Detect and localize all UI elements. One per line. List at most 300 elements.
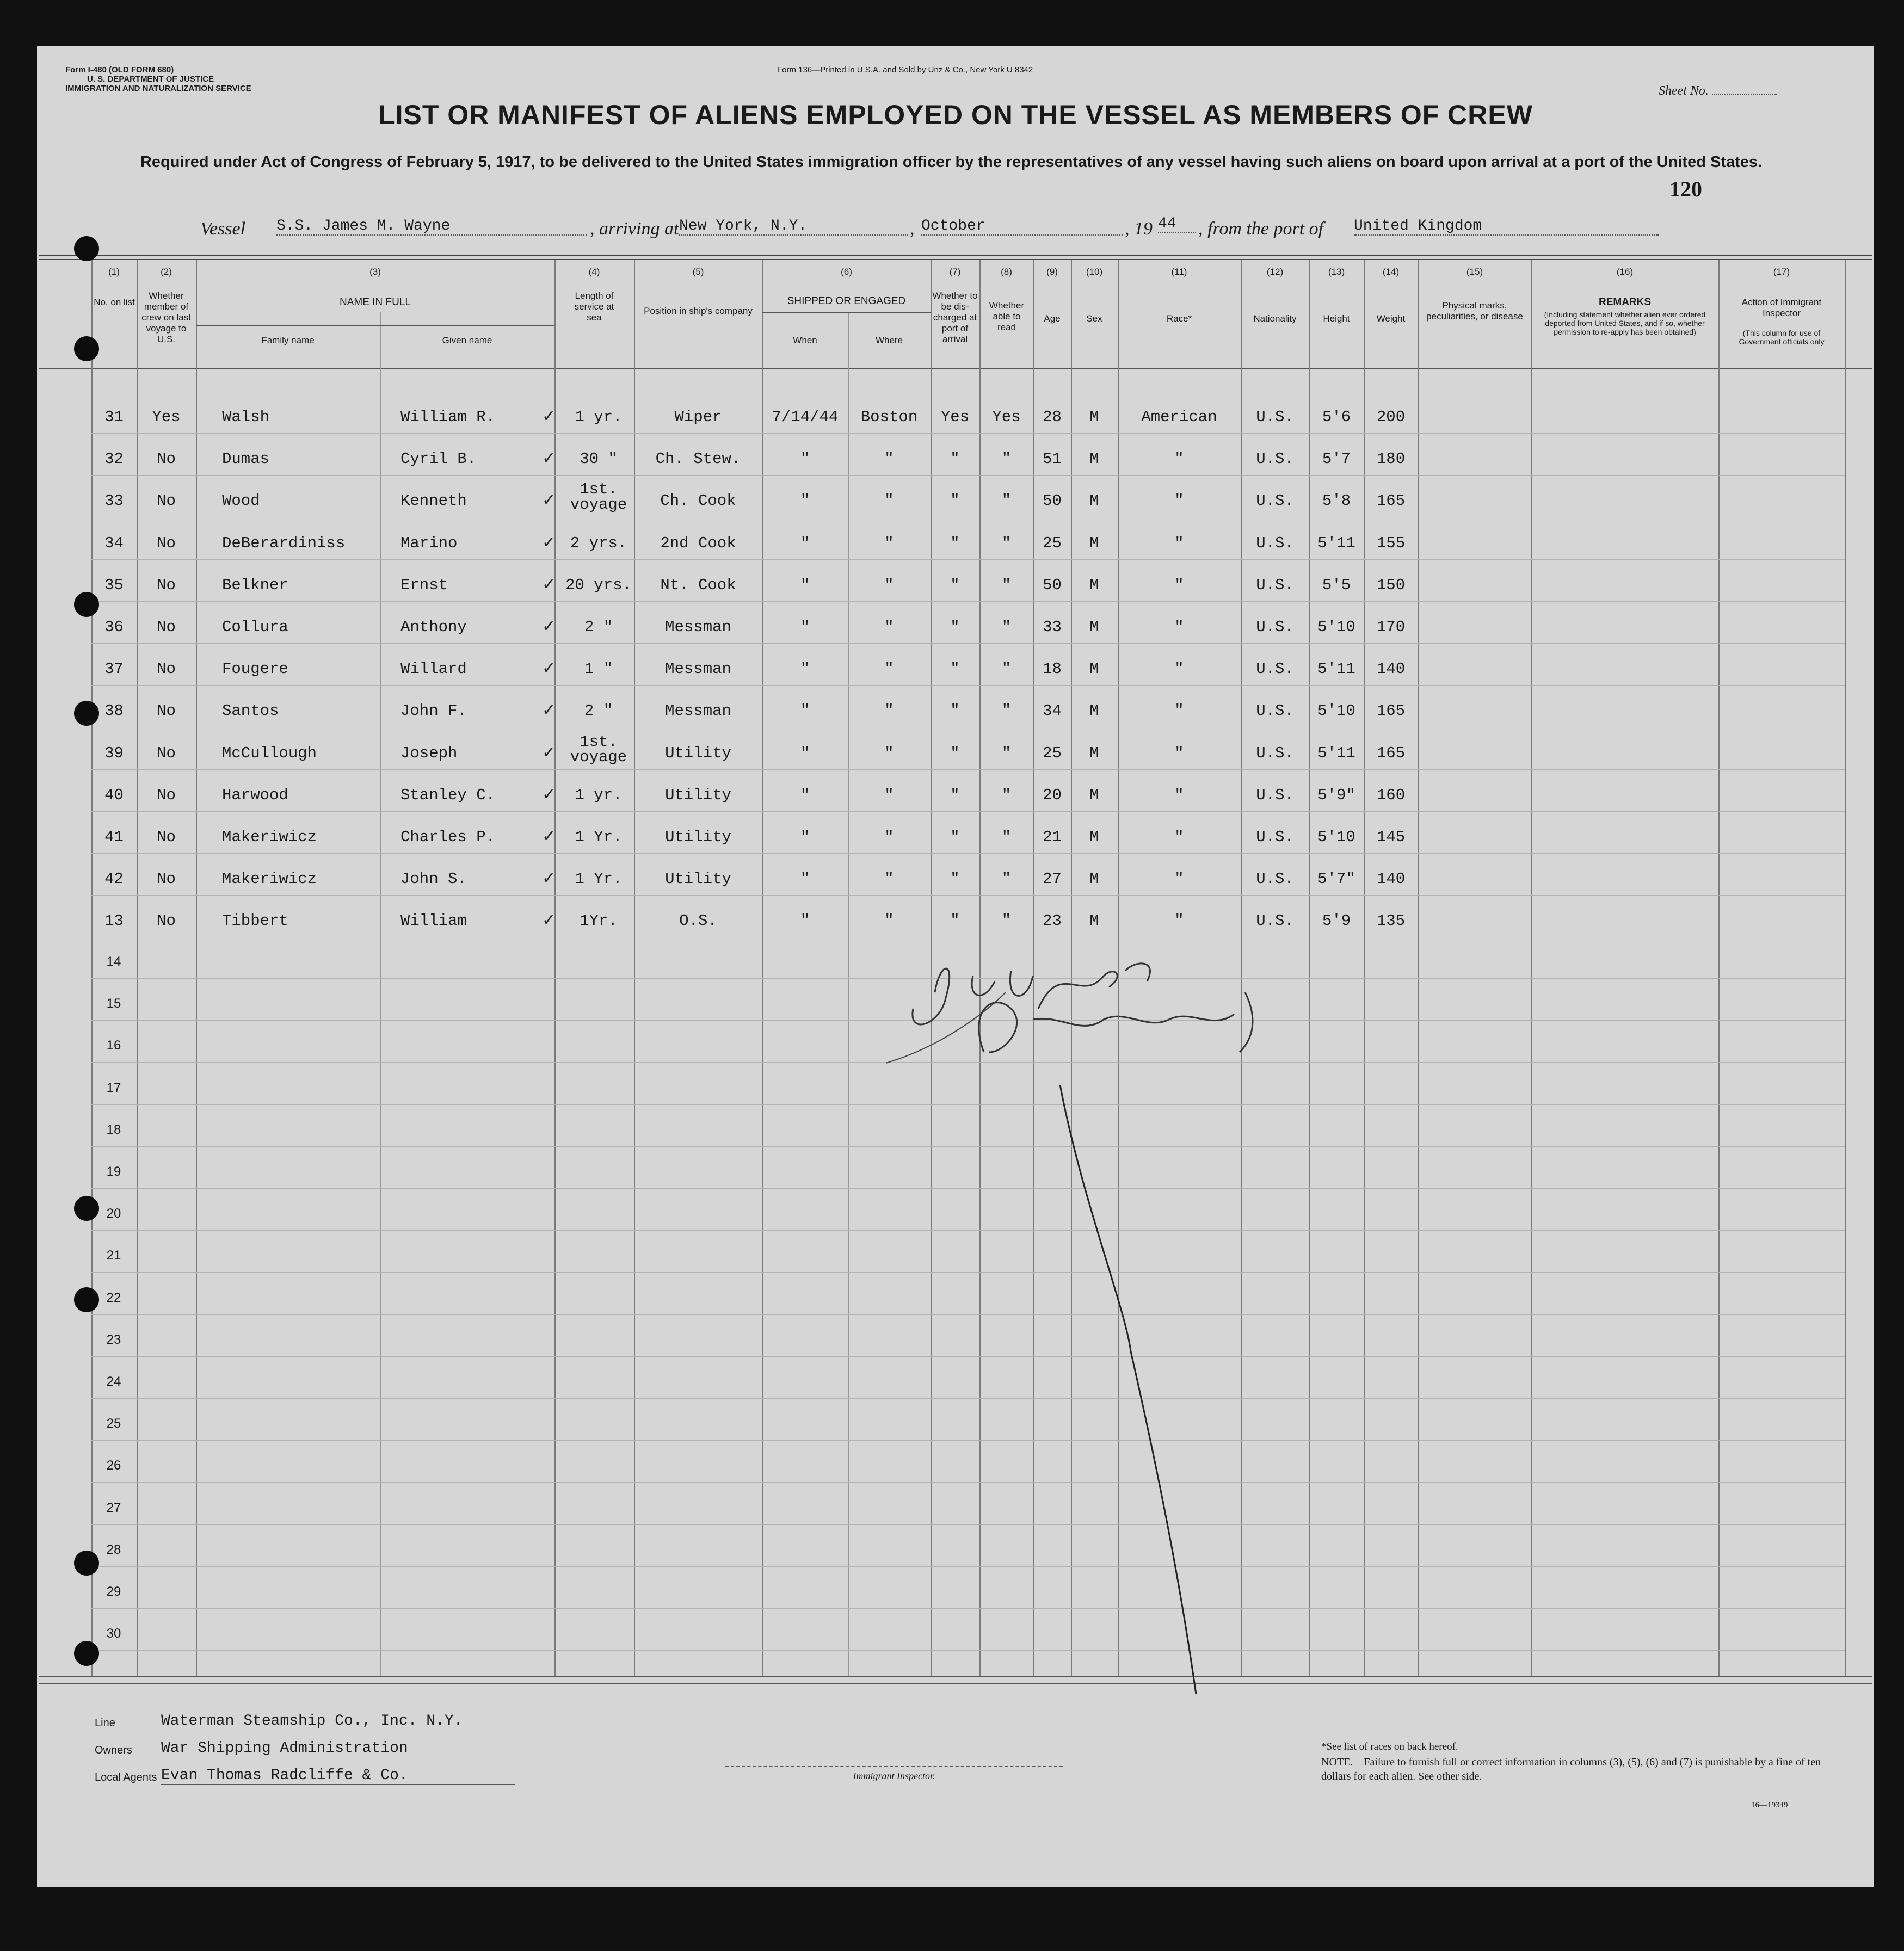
where-cell: " (884, 450, 894, 468)
prev-voyage-cell: No (157, 450, 176, 468)
col-header-nationality: Nationality (1253, 313, 1297, 324)
col-sep (1418, 260, 1419, 1676)
position-cell: Messman (665, 660, 731, 678)
weight-cell: 155 (1376, 534, 1406, 552)
departure-port: United Kingdom (1354, 218, 1659, 236)
punch-hole (74, 1287, 99, 1312)
nationality-cell: U.S. (1256, 744, 1294, 762)
when-cell: " (800, 492, 810, 510)
inspector-signature (777, 927, 1376, 1721)
empty-row-number: 21 (106, 1248, 121, 1263)
age-cell: 18 (1043, 660, 1062, 678)
service-cell: 1Yr. (580, 912, 618, 930)
col-num-3: (3) (369, 267, 381, 277)
arrival-year: 44 (1158, 215, 1196, 233)
sex-cell: M (1089, 408, 1099, 426)
punch-hole (74, 1551, 99, 1576)
when-cell: 7/14/44 (772, 408, 839, 426)
height-cell: 5'5 (1322, 576, 1351, 594)
empty-row-number: 18 (106, 1122, 121, 1137)
row-number: 35 (104, 576, 124, 594)
row-number: 42 (104, 870, 124, 888)
weight-cell: 180 (1376, 450, 1406, 468)
footer-line-value: Waterman Steamship Co., Inc. N.Y. (161, 1713, 498, 1730)
prev-voyage-cell: No (157, 744, 176, 762)
col-sep (1718, 260, 1720, 1676)
weight-cell: 200 (1376, 408, 1406, 426)
form-id-line3: IMMIGRATION AND NATURALIZATION SERVICE (65, 84, 251, 93)
check-mark-icon: ✓ (543, 869, 554, 890)
row-rule (91, 769, 1845, 770)
sex-cell: M (1089, 618, 1099, 636)
col-num-15: (15) (1466, 267, 1483, 277)
race-cell: " (1174, 534, 1184, 552)
sex-cell: M (1089, 828, 1099, 846)
col-header-family: Family name (261, 335, 315, 345)
shipped-sub-rule (762, 312, 931, 313)
comma-sep: , (910, 219, 915, 239)
row-rule (91, 601, 1845, 602)
name-sub-rule (196, 325, 554, 326)
prev-voyage-cell: Yes (152, 408, 181, 426)
table-top-rule (39, 255, 1872, 256)
age-cell: 25 (1043, 744, 1062, 762)
race-cell: " (1174, 660, 1184, 678)
col-num-14: (14) (1382, 267, 1400, 277)
nationality-cell: U.S. (1256, 786, 1294, 804)
when-cell: " (800, 576, 810, 594)
sheet-number (1659, 84, 1777, 98)
discharged-cell: " (950, 576, 960, 594)
check-mark-icon: ✓ (543, 407, 554, 428)
service-cell: 2 " (584, 702, 613, 720)
punch-hole (74, 1196, 99, 1221)
nationality-cell: U.S. (1256, 534, 1294, 552)
read-cell: " (1001, 912, 1012, 930)
race-cell: " (1174, 450, 1184, 468)
empty-row-number: 14 (106, 954, 121, 969)
read-cell: " (1001, 786, 1012, 804)
check-mark-icon: ✓ (543, 575, 554, 596)
footer-agents-value: Evan Thomas Radcliffe & Co. (161, 1767, 515, 1785)
prev-voyage-cell: No (157, 786, 176, 804)
read-cell: " (1001, 744, 1012, 762)
col-header-prev-voyage: Whether member of crew on last voyage to U.S. (141, 291, 191, 344)
weight-cell: 140 (1376, 870, 1406, 888)
discharged-cell: " (950, 828, 960, 846)
given-name-cell: William (400, 912, 467, 930)
read-cell: " (1001, 492, 1012, 510)
given-name-cell: Charles P. (400, 828, 496, 846)
age-cell: 21 (1043, 828, 1062, 846)
prev-voyage-cell: No (157, 660, 176, 678)
where-cell: " (884, 786, 894, 804)
col-num-11: (11) (1171, 267, 1187, 277)
footer-agents-label: Local Agents (95, 1771, 157, 1783)
nationality-cell: U.S. (1256, 450, 1294, 468)
table-top-rule-2 (39, 259, 1872, 260)
empty-row-number: 24 (106, 1374, 121, 1389)
read-cell: " (1001, 660, 1012, 678)
height-cell: 5'11 (1317, 744, 1355, 762)
check-mark-icon: ✓ (543, 533, 554, 554)
col-header-action-body: (This column for use of Government officials only (1739, 329, 1825, 346)
discharged-cell: " (950, 786, 960, 804)
family-name-cell: Dumas (222, 450, 270, 468)
vessel-label: Vessel (200, 219, 246, 239)
sex-cell: M (1089, 492, 1099, 510)
col-num-16: (16) (1616, 267, 1634, 277)
col-num-12: (12) (1266, 267, 1284, 277)
height-cell: 5'11 (1317, 534, 1355, 552)
where-cell: Boston (860, 408, 918, 426)
row-rule (91, 559, 1845, 560)
check-mark-icon: ✓ (543, 701, 554, 722)
race-cell: " (1174, 828, 1184, 846)
where-cell: " (884, 828, 894, 846)
col-header-shipped: SHIPPED OR ENGAGED (787, 295, 906, 307)
empty-row-number: 16 (106, 1038, 121, 1053)
nationality-cell: U.S. (1256, 576, 1294, 594)
read-cell: " (1001, 702, 1012, 720)
col-header-when: When (793, 335, 817, 345)
family-name-cell: Santos (222, 702, 279, 720)
age-cell: 25 (1043, 534, 1062, 552)
page-title: LIST OR MANIFEST OF ALIENS EMPLOYED ON THE VESSEL AS MEMBERS OF CREW (378, 100, 1533, 130)
sex-cell: M (1089, 576, 1099, 594)
service-cell: 2 yrs. (570, 534, 627, 552)
service-cell: 1st. voyage (570, 732, 627, 766)
col-header-height: Height (1323, 313, 1350, 324)
col-num-5: (5) (692, 267, 704, 277)
read-cell: " (1001, 618, 1012, 636)
col-num-9: (9) (1046, 267, 1058, 277)
empty-row-number: 20 (106, 1206, 121, 1221)
discharged-cell: " (950, 912, 960, 930)
check-mark-icon: ✓ (543, 491, 554, 512)
col-sep (554, 260, 556, 1676)
col-header-age: Age (1044, 313, 1061, 324)
race-cell: " (1174, 786, 1184, 804)
position-cell: Messman (665, 618, 731, 636)
given-name-cell: William R. (400, 408, 496, 426)
age-cell: 23 (1043, 912, 1062, 930)
weight-cell: 150 (1376, 576, 1406, 594)
discharged-cell: " (950, 702, 960, 720)
where-cell: " (884, 912, 894, 930)
weight-cell: 140 (1376, 660, 1406, 678)
when-cell: " (800, 702, 810, 720)
given-name-cell: Willard (400, 660, 467, 678)
family-name-cell: Belkner (222, 576, 288, 594)
given-name-cell: John F. (400, 702, 467, 720)
col-header-discharged: Whether to be dis-charged at port of arrival (932, 291, 978, 344)
col-num-17: (17) (1773, 267, 1790, 277)
sex-cell: M (1089, 870, 1099, 888)
height-cell: 5'9 (1322, 912, 1351, 930)
family-name-cell: DeBerardiniss (222, 534, 346, 552)
empty-row-number: 26 (106, 1458, 121, 1473)
weight-cell: 145 (1376, 828, 1406, 846)
prev-voyage-cell: No (157, 492, 176, 510)
col-header-remarks: REMARKS (1598, 297, 1652, 308)
year-prefix: , 19 (1125, 219, 1153, 239)
nationality-cell: U.S. (1256, 828, 1294, 846)
nationality-cell: U.S. (1256, 660, 1294, 678)
empty-row-number: 29 (106, 1584, 121, 1599)
height-cell: 5'8 (1322, 492, 1351, 510)
row-rule (91, 811, 1845, 812)
row-rule (91, 853, 1845, 854)
punch-hole (74, 701, 99, 726)
service-cell: 1st. voyage (570, 480, 627, 514)
col-header-sex: Sex (1086, 313, 1102, 324)
prev-voyage-cell: No (157, 912, 176, 930)
discharged-cell: " (950, 534, 960, 552)
height-cell: 5'9" (1317, 786, 1355, 804)
when-cell: " (800, 828, 810, 846)
service-cell: 1 Yr. (575, 828, 623, 846)
punch-hole (74, 1641, 99, 1666)
prev-voyage-cell: No (157, 828, 176, 846)
family-name-cell: Fougere (222, 660, 288, 678)
where-cell: " (884, 660, 894, 678)
discharged-cell: " (950, 660, 960, 678)
read-cell: " (1001, 534, 1012, 552)
service-cell: 1 Yr. (575, 870, 623, 888)
discharged-cell: " (950, 870, 960, 888)
given-name-cell: Anthony (400, 618, 467, 636)
col-header-race: Race* (1166, 313, 1192, 324)
row-number: 39 (104, 744, 124, 762)
footer-line-label: Line (95, 1717, 115, 1729)
row-number: 34 (104, 534, 124, 552)
age-cell: 34 (1043, 702, 1062, 720)
read-cell: Yes (992, 408, 1021, 426)
col-sep (1845, 260, 1846, 1676)
form-id-line2: U. S. DEPARTMENT OF JUSTICE (87, 75, 214, 84)
nationality-cell: U.S. (1256, 870, 1294, 888)
family-name-cell: Walsh (222, 408, 270, 426)
check-mark-icon: ✓ (543, 659, 554, 680)
discharged-cell: " (950, 450, 960, 468)
printer-note: Form 136—Printed in U.S.A. and Sold by Unz & Co., New York U 8342 (777, 65, 1033, 75)
empty-row-number: 17 (106, 1080, 121, 1095)
page-subtitle: Required under Act of Congress of February 5, 1917, to be delivered to the United States immigration officer by the representatives of any vessel having such aliens on board upon arrival at a port of the United States. (140, 153, 1763, 171)
service-cell: 20 yrs. (565, 576, 632, 594)
col-sep (137, 260, 138, 1676)
read-cell: " (1001, 828, 1012, 846)
punch-hole (74, 592, 99, 617)
row-rule (91, 475, 1845, 476)
sex-cell: M (1089, 660, 1099, 678)
height-cell: 5'11 (1317, 660, 1355, 678)
col-sep (1531, 260, 1532, 1676)
footer-inspector-label: Immigrant Inspector. (853, 1770, 935, 1781)
prev-voyage-cell: No (157, 618, 176, 636)
col-header-name: NAME IN FULL (340, 297, 411, 308)
when-cell: " (800, 450, 810, 468)
empty-row-number: 19 (106, 1164, 121, 1179)
empty-row-number: 22 (106, 1290, 121, 1305)
family-name-cell: Makeriwicz (222, 828, 317, 846)
given-name-cell: Marino (400, 534, 458, 552)
empty-row-number: 15 (106, 996, 121, 1011)
row-rule (91, 433, 1845, 434)
check-mark-icon: ✓ (543, 785, 554, 806)
given-name-cell: Kenneth (400, 492, 467, 510)
sheet-label: Sheet No. (1659, 84, 1709, 98)
race-cell: " (1174, 912, 1184, 930)
position-cell: Utility (665, 870, 731, 888)
discharged-cell: " (950, 492, 960, 510)
family-name-cell: McCullough (222, 744, 317, 762)
where-cell: " (884, 576, 894, 594)
height-cell: 5'10 (1317, 702, 1355, 720)
given-name-cell: Stanley C. (400, 786, 496, 804)
col-header-service: Length of service at sea (574, 291, 614, 323)
where-cell: " (884, 870, 894, 888)
nationality-cell: U.S. (1256, 492, 1294, 510)
position-cell: Nt. Cook (660, 576, 736, 594)
age-cell: 20 (1043, 786, 1062, 804)
footer-owners-value: War Shipping Administration (161, 1740, 498, 1757)
prev-voyage-cell: No (157, 534, 176, 552)
row-number: 37 (104, 660, 124, 678)
race-cell: " (1174, 702, 1184, 720)
discharged-cell: " (950, 618, 960, 636)
given-name-cell: John S. (400, 870, 467, 888)
sex-cell: M (1089, 534, 1099, 552)
weight-cell: 160 (1376, 786, 1406, 804)
col-header-read: Whether able to read (989, 300, 1025, 332)
where-cell: " (884, 492, 894, 510)
prev-voyage-cell: No (157, 702, 176, 720)
col-num-6: (6) (841, 267, 852, 277)
col-num-4: (4) (588, 267, 600, 277)
header-bottom-rule (39, 368, 1872, 369)
when-cell: " (800, 786, 810, 804)
nationality-cell: U.S. (1256, 702, 1294, 720)
row-number: 31 (104, 408, 124, 426)
when-cell: " (800, 618, 810, 636)
service-cell: 1 yr. (575, 786, 623, 804)
position-cell: Utility (665, 744, 731, 762)
position-cell: Ch. Stew. (655, 450, 741, 468)
col-header-action: Action of Immigrant Inspector (1741, 297, 1822, 318)
arriving-label: , arriving at (590, 219, 679, 239)
age-cell: 27 (1043, 870, 1062, 888)
col-header-position: Position in ship's company (644, 306, 753, 316)
given-name-cell: Ernst (400, 576, 448, 594)
col-num-8: (8) (1001, 267, 1012, 277)
family-name-cell: Collura (222, 618, 288, 636)
sex-cell: M (1089, 702, 1099, 720)
row-number: 40 (104, 786, 124, 804)
discharged-cell: " (950, 744, 960, 762)
read-cell: " (1001, 870, 1012, 888)
row-rule (91, 685, 1845, 686)
col-num-10: (10) (1086, 267, 1103, 277)
family-name-cell: Harwood (222, 786, 288, 804)
vessel-name: S.S. James M. Wayne (276, 218, 587, 236)
height-cell: 5'7 (1322, 450, 1351, 468)
row-rule (91, 643, 1845, 644)
race-cell: American (1141, 408, 1217, 426)
race-cell: " (1174, 492, 1184, 510)
col-sep (196, 260, 197, 1676)
race-cell: " (1174, 744, 1184, 762)
empty-row-number: 30 (106, 1626, 121, 1641)
col-header-given: Given name (442, 335, 492, 345)
col-header-remarks-body: (Including statement whether alien ever ordered deported from United States, and if so, whether permission to re-apply has been obtained) (1544, 310, 1706, 336)
height-cell: 5'10 (1317, 828, 1355, 846)
row-number: 36 (104, 618, 124, 636)
arrival-month: October (921, 218, 1123, 236)
race-cell: " (1174, 618, 1184, 636)
when-cell: " (800, 660, 810, 678)
when-cell: " (800, 744, 810, 762)
col-sep (762, 260, 763, 1676)
arrival-port: New York, N.Y. (679, 218, 908, 236)
race-cell: " (1174, 870, 1184, 888)
position-cell: 2nd Cook (660, 534, 736, 552)
given-name-cell: Cyril B. (400, 450, 477, 468)
age-cell: 51 (1043, 450, 1062, 468)
form-id (65, 65, 251, 93)
family-name-cell: Tibbert (222, 912, 288, 930)
punch-hole (74, 236, 99, 261)
col-num-13: (13) (1328, 267, 1345, 277)
position-cell: Ch. Cook (660, 492, 736, 510)
col-header-physical: Physical marks, peculiarities, or disease (1426, 300, 1523, 322)
check-mark-icon: ✓ (543, 617, 554, 638)
position-cell: Utility (665, 828, 731, 846)
row-number: 13 (104, 912, 124, 930)
col-num-1: (1) (108, 267, 120, 277)
nationality-cell: U.S. (1256, 912, 1294, 930)
where-cell: " (884, 534, 894, 552)
when-cell: " (800, 912, 810, 930)
position-cell: Messman (665, 702, 731, 720)
height-cell: 5'6 (1322, 408, 1351, 426)
service-cell: 2 " (584, 618, 613, 636)
sheet-number-blank (1712, 94, 1777, 95)
when-cell: " (800, 534, 810, 552)
where-cell: " (884, 618, 894, 636)
col-sep (91, 260, 93, 1676)
from-label: , from the port of (1198, 219, 1324, 239)
family-name-cell: Makeriwicz (222, 870, 317, 888)
form-id-line1: Form I-480 (OLD FORM 680) (65, 65, 174, 75)
service-cell: 1 " (584, 660, 613, 678)
weight-cell: 165 (1376, 492, 1406, 510)
family-name-cell: Wood (222, 492, 260, 510)
where-cell: " (884, 744, 894, 762)
race-cell: " (1174, 576, 1184, 594)
read-cell: " (1001, 576, 1012, 594)
footer-note: NOTE.—Failure to furnish full or correct information in columns (3), (5), (6) and (7) is punishable by a fine of ten dollars for each alien. See other side. (1321, 1756, 1821, 1782)
col-header-where: Where (875, 335, 903, 345)
punch-hole (74, 336, 99, 361)
sex-cell: M (1089, 786, 1099, 804)
row-number: 38 (104, 702, 124, 720)
service-cell: 30 " (580, 450, 618, 468)
age-cell: 50 (1043, 576, 1062, 594)
weight-cell: 165 (1376, 744, 1406, 762)
manifest-sheet (37, 46, 1874, 1887)
weight-cell: 165 (1376, 702, 1406, 720)
